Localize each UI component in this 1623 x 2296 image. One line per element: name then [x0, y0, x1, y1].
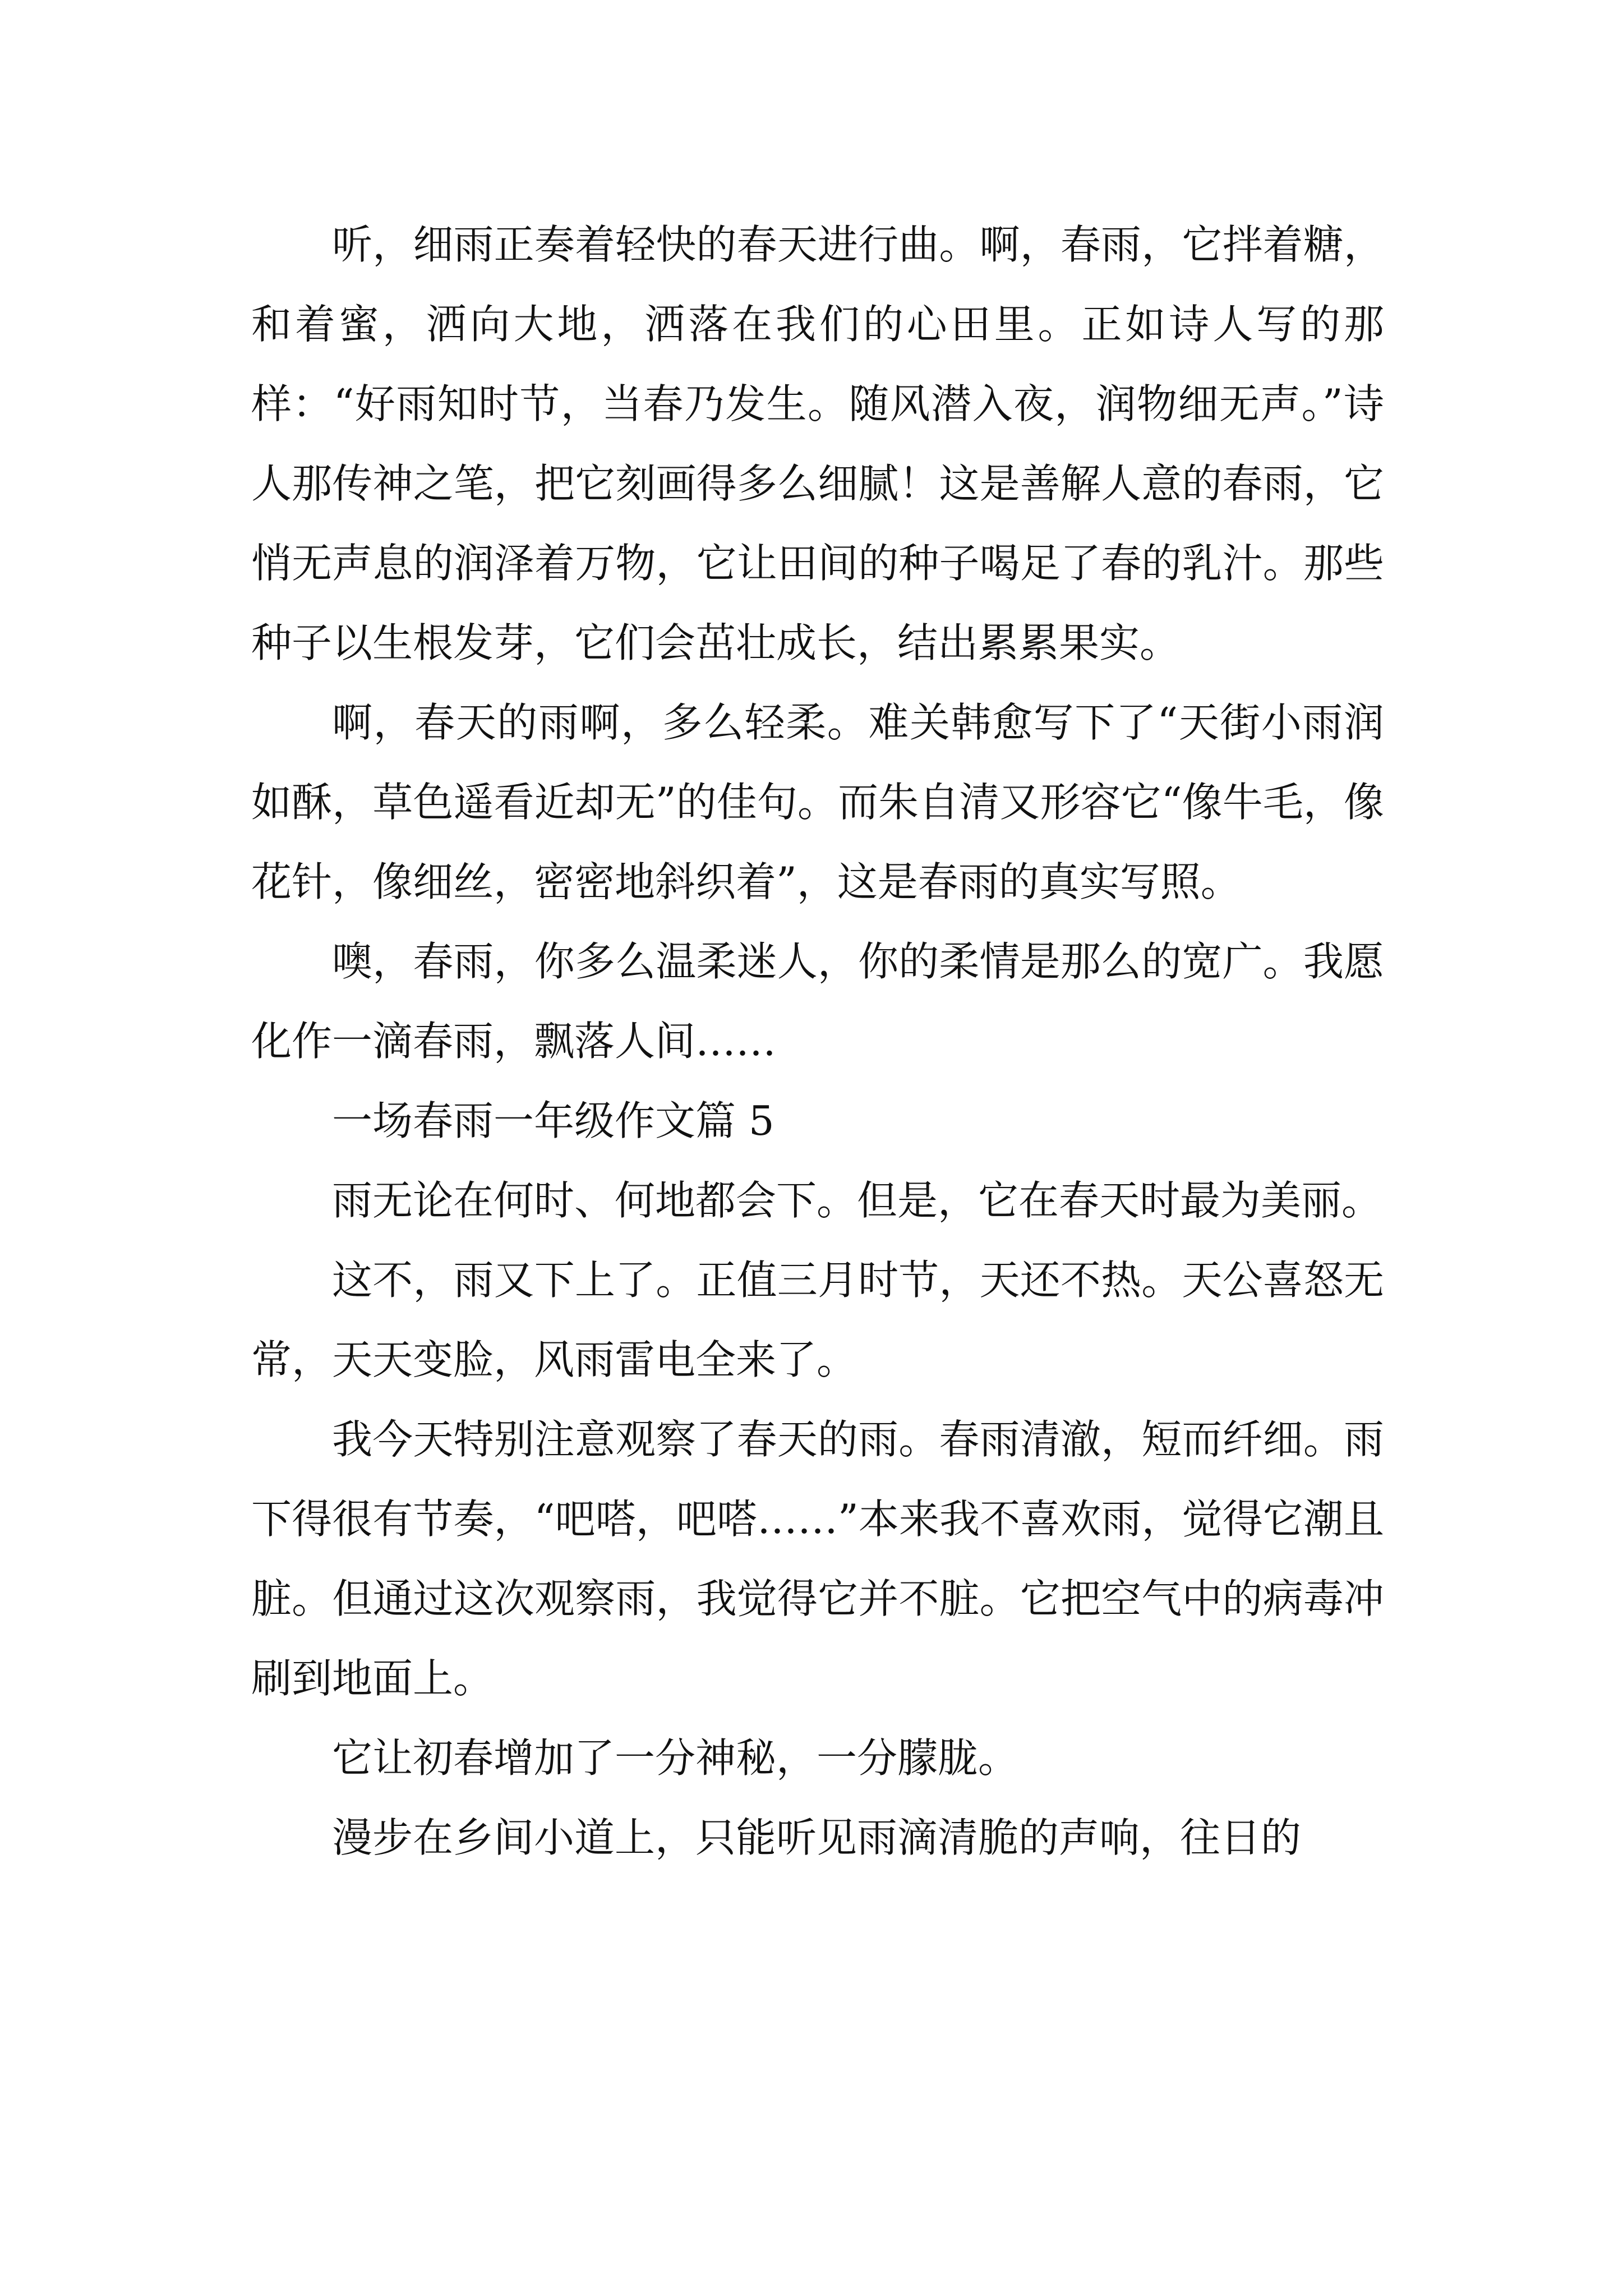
paragraph-3: 噢，春雨，你多么温柔迷人，你的柔情是那么的宽广。我愿化作一滴春雨，飘落人间……	[251, 938, 1384, 1065]
paragraph-5: 这不，雨又下上了。正值三月时节，天还不热。天公喜怒无常，天天变脸，风雨雷电全来了。	[251, 1257, 1384, 1383]
section-title: 一场春雨一年级作文篇 5	[332, 1097, 774, 1144]
paragraph-2: 啊，春天的雨啊，多么轻柔。难关韩愈写下了“天街小雨润如酥，草色遥看近却无”的佳句。而朱自清又形容它“像牛毛，像花针，像细丝，密密地斜织着”，这是春雨的真实写照。	[251, 699, 1384, 905]
paragraph-4: 雨无论在何时、何地都会下。但是，它在春天时最为美丽。	[332, 1177, 1382, 1224]
paragraph-7: 它让初春增加了一分神秘，一分朦胧。	[332, 1734, 1019, 1782]
paragraph-1: 听，细雨正奏着轻快的春天进行曲。啊，春雨，它拌着糖，和着蜜，洒向大地，洒落在我们的心田里。正如诗人写的那样：“好雨知时节，当春乃发生。随风潜入夜，润物细无声。”诗人那传神之笔，把它刻画得多么细腻！这是善解人意的春雨，它悄无声息的润泽着万物，它让田间的种子喝足了春的乳汁。那些种子以生根发芽，它们会茁壮成长，结出累累果实。	[251, 221, 1384, 666]
paragraph-8: 漫步在乡间小道上，只能听见雨滴清脆的声响，往日的	[332, 1814, 1302, 1861]
paragraph-6: 我今天特别注意观察了春天的雨。春雨清澈，短而纤细。雨下得很有节奏，“吧嗒，吧嗒……”本来我不喜欢雨，觉得它潮且脏。但通过这次观察雨，我觉得它并不脏。它把空气中的病毒冲刷到地面上。	[251, 1416, 1384, 1702]
document-body	[251, 205, 1384, 1878]
